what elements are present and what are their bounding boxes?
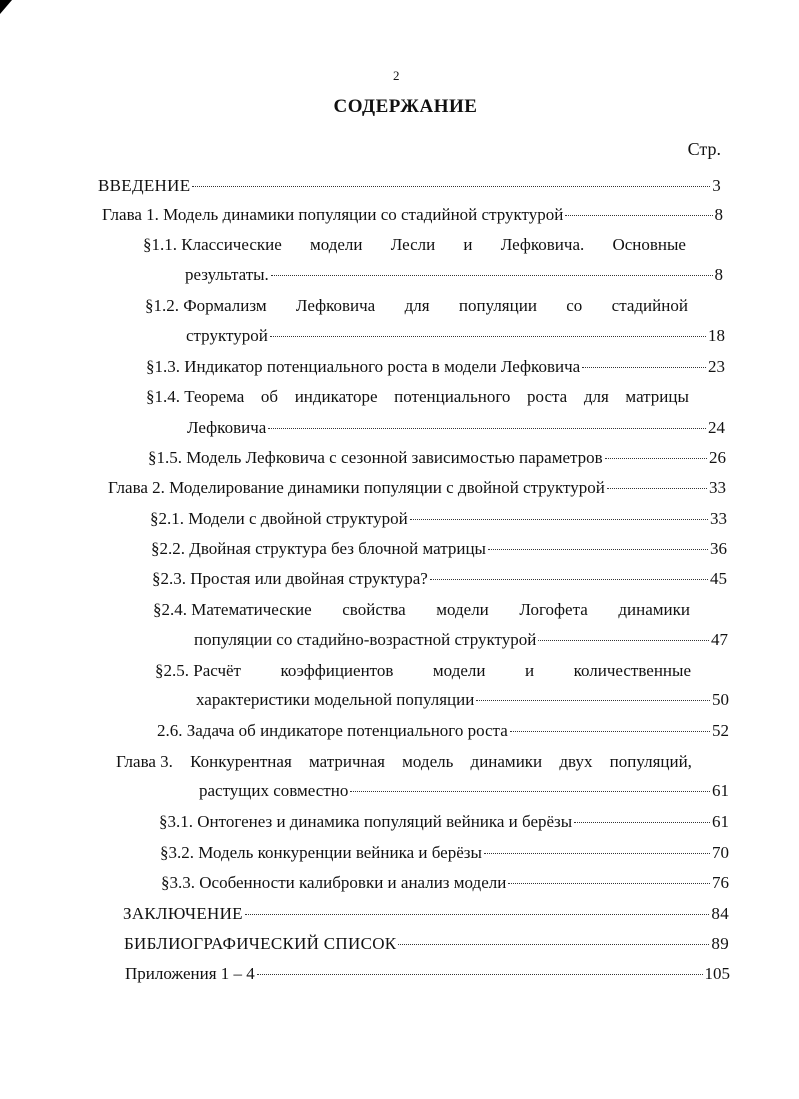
toc-entry-text: Лефковича [187,418,267,437]
toc-entry-text: результаты. [185,265,269,284]
toc-entry-2-3[interactable] [152,569,727,589]
word: модели [436,600,489,619]
toc-entry-page: 24 [708,418,725,437]
page-number: 2 [393,68,400,83]
word: Глава 3. [116,752,173,771]
leader-dots [410,519,708,520]
toc-entry-page: 61 [712,781,729,800]
leader-dots [192,186,710,187]
word: потенциального [394,387,511,406]
toc-entry-page: 18 [708,326,725,345]
word: динамики [470,752,543,771]
toc-entry-text: 2.6. Задача об индикаторе потенциального роста [157,721,508,740]
leader-dots [538,640,709,641]
toc-entry-1-2-line2[interactable] [186,326,725,346]
toc-entry-page: 84 [711,904,729,923]
leader-dots [257,974,703,975]
toc-entry-1-1-line1[interactable] [143,235,686,255]
word: популяции [458,296,537,315]
toc-entry-2-4-line2[interactable] [194,630,728,650]
word: динамики [618,600,690,619]
toc-entry-text: §3.3. Особенности калибровки и анализ модели [161,873,507,892]
toc-entry-chapter-3-line1[interactable] [116,752,692,772]
word: §1.4. Теорема [146,387,245,406]
leader-dots [510,731,710,732]
word: и [463,235,473,254]
toc-entry-1-4-line1[interactable] [146,387,689,407]
toc-entry-page: 8 [714,265,723,284]
leader-dots [270,336,706,337]
word: Логофета [519,600,588,619]
toc-entry-text: растущих совместно [199,781,349,800]
toc-entry-2-5-line2[interactable] [196,690,729,710]
toc-entry-chapter-1[interactable] [102,205,723,225]
leader-dots [398,944,709,945]
leader-dots [350,791,710,792]
word: модели [309,235,363,254]
toc-entry-2-4-line1[interactable] [153,600,690,620]
toc-entry-text: §2.2. Двойная структура без блочной матрицы [151,539,486,558]
toc-entry-text: §2.1. Модели с двойной структурой [150,509,408,528]
toc-entry-1-1-line2[interactable] [185,265,723,285]
leader-dots [607,488,707,489]
toc-entry-text: популяции со стадийно-возрастной структурой [194,630,537,649]
word: роста [527,387,568,406]
word: Лефковича [295,296,376,315]
leader-dots [430,579,708,580]
toc-entry-text: §3.2. Модель конкуренции вейника и берёзы [160,843,482,862]
toc-entry-text: Приложения 1 – 4 [125,964,255,983]
toc-entry-page: 33 [710,509,727,528]
toc-entry-intro[interactable] [98,176,721,196]
toc-entry-3-2[interactable] [160,843,729,863]
toc-entry-text: §3.1. Онтогенез и динамика популяций вейника и берёзы [159,812,573,831]
toc-entry-page: 45 [710,569,727,588]
word: модель [402,752,454,771]
toc-entry-1-2-line1[interactable] [145,296,688,316]
toc-entry-text: БИБЛИОГРАФИЧЕСКИЙ СПИСОК [124,934,397,953]
toc-entry-page: 50 [712,690,729,709]
toc-entry-page: 105 [704,964,730,983]
toc-entry-bibliography[interactable] [124,934,729,954]
word: двух [559,752,593,771]
word: со [566,296,583,315]
word: §2.5. Расчёт [155,661,241,680]
word: Конкурентная [190,752,292,771]
leader-dots [484,853,710,854]
page-column-label: Стр. [687,139,721,159]
leader-dots [605,458,707,459]
toc-entry-3-3[interactable] [161,873,729,893]
toc-entry-2-1[interactable] [150,509,727,529]
word: свойства [342,600,406,619]
toc-entry-page: 33 [709,478,726,497]
toc-entry-text: §1.5. Модель Лефковича с сезонной зависимостью параметров [148,448,603,467]
toc-entry-page: 89 [711,934,729,953]
word: §1.2. Формализм [145,296,267,315]
toc-entry-page: 8 [714,205,723,224]
toc-entry-page: 3 [712,176,721,195]
toc-entry-2-6[interactable] [157,721,729,741]
toc-entry-text: §1.3. Индикатор потенциального роста в модели Лефковича [146,357,581,376]
toc-entry-page: 36 [710,539,727,558]
toc-entry-text: ВВЕДЕНИЕ [98,176,191,195]
word: для [404,296,430,315]
toc-entry-text: Глава 1. Модель динамики популяции со стадийной структурой [102,205,564,224]
word: §1.1. Классические [143,235,282,254]
toc-entry-2-2[interactable] [151,539,727,559]
toc-entry-page: 52 [712,721,729,740]
toc-entry-chapter-3-line2[interactable] [199,781,729,801]
leader-dots [271,275,713,276]
page-title: СОДЕРЖАНИЕ [333,96,478,117]
word: коэффициентов [280,661,394,680]
word: модели [432,661,486,680]
toc-entry-text: §2.3. Простая или двойная структура? [152,569,428,588]
word: матрицы [625,387,689,406]
word: стадийной [611,296,688,315]
leader-dots [582,367,706,368]
toc-entry-text: структурой [186,326,268,345]
word: Лесли [390,235,436,254]
leader-dots [565,215,712,216]
toc-entry-chapter-2[interactable] [108,478,726,498]
word: §2.4. Математические [153,600,312,619]
toc-entry-page: 47 [711,630,728,649]
word: для [583,387,609,406]
toc-entry-conclusion[interactable] [123,904,729,924]
leader-dots [508,883,710,884]
word: количественные [573,661,691,680]
word: индикаторе [294,387,378,406]
toc-entry-1-5[interactable] [148,448,726,468]
toc-entry-page: 61 [712,812,729,831]
word: матричная [308,752,385,771]
leader-dots [245,914,710,915]
toc-entry-1-3[interactable] [146,357,725,377]
toc-entry-page: 26 [709,448,726,467]
scan-corner-mark [0,0,12,14]
toc-entry-text: характеристики модельной популяции [196,690,475,709]
leader-dots [476,700,710,701]
toc-entry-appendices[interactable] [125,964,730,984]
word: Основные [612,235,686,254]
leader-dots [268,428,706,429]
word: популяций, [609,752,692,771]
toc-entry-page: 70 [712,843,729,862]
toc-entry-1-4-line2[interactable] [187,418,725,438]
toc-entry-page: 76 [712,873,729,892]
toc-entry-3-1[interactable] [159,812,729,832]
toc-entry-2-5-line1[interactable] [155,661,691,681]
leader-dots [488,549,708,550]
toc-entry-page: 23 [708,357,725,376]
word: об [260,387,279,406]
word: и [524,661,535,680]
toc-entry-text: ЗАКЛЮЧЕНИЕ [123,904,243,923]
word: Лефковича. [500,235,585,254]
leader-dots [574,822,710,823]
toc-entry-text: Глава 2. Моделирование динамики популяции с двойной структурой [108,478,605,497]
